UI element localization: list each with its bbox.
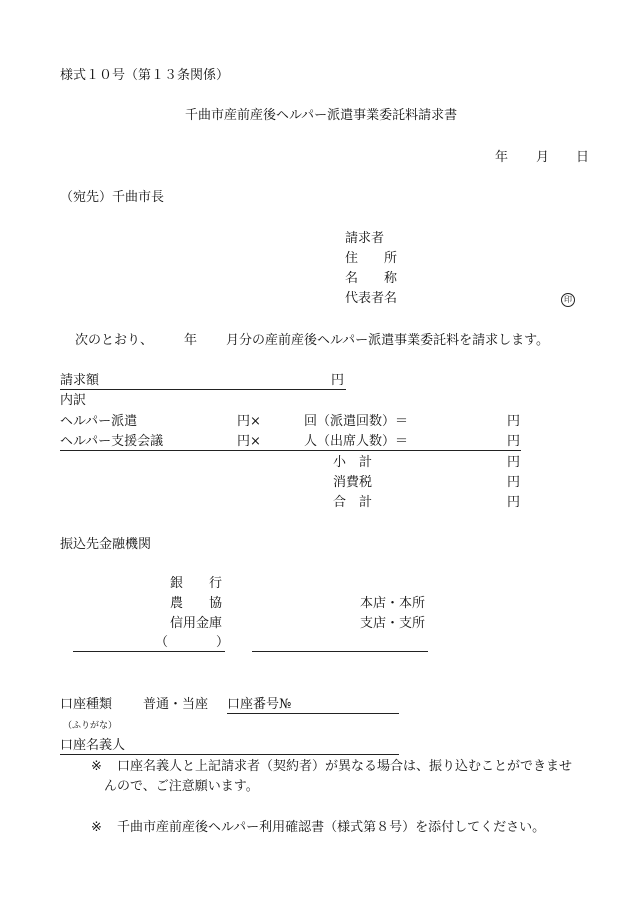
helper-dispatch-unit: 円× [237,414,261,429]
bank-name-underline [73,651,225,652]
account-number-underline [227,713,399,714]
helper-dispatch-label: ヘルパー派遣 [60,414,138,429]
bank-heading: 振込先金融機関 [60,537,152,552]
bank-paren-open: （ [155,635,169,650]
furigana-label: （ふりがな） [63,721,118,731]
representative-label: 代表者名 [345,291,398,306]
name-label: 名 称 [345,271,398,286]
note-2-line-1: 千曲市産前産後ヘルパー利用確認書（様式第８号）を添付してください。 [117,820,546,835]
helper-dispatch-total-unit: 円 [507,414,521,429]
subtotal-unit: 円 [507,455,521,470]
tax-label: 消費税 [333,475,373,490]
document-title: 千曲市産前産後ヘルパー派遣事業委託料請求書 [185,108,458,123]
statement-year: 年 [184,333,198,348]
address-label: 住 所 [345,251,398,266]
account-number-label: 口座番号№ [227,697,292,712]
total-label: 合 計 [333,495,373,510]
support-meeting-total-unit: 円 [507,434,521,449]
note-1-line-1: 口座名義人と上記請求者（契約者）が異なる場合は、振り込むことができませ [117,759,573,774]
support-meeting-unit: 円× [237,434,261,449]
claimant-heading: 請求者 [345,231,385,246]
date-year-label: 年 [495,150,509,165]
support-meeting-count: 人（出席人数）＝ [304,434,409,449]
statement-prefix: 次のとおり、 [75,333,154,348]
account-type-label: 口座種類 [60,697,113,712]
date-month-label: 月 [536,150,550,165]
note-1-mark: ※ [91,759,102,774]
claim-amount-label: 請求額 [60,373,100,388]
branch-type-main: 本店・本所 [360,596,426,611]
branch-name-underline [252,651,428,652]
account-type-options: 普通・当座 [143,697,209,712]
tax-unit: 円 [507,475,521,490]
note-1-line-2: んので、ご注意願います。 [104,779,259,794]
bank-paren-close: ） [216,635,230,650]
note-2-mark: ※ [91,820,102,835]
breakdown-underline [60,450,521,451]
claim-amount-unit: 円 [331,373,345,388]
helper-dispatch-count: 回（派遣回数）＝ [304,414,409,429]
subtotal-label: 小 計 [333,455,373,470]
addressee: （宛先）千曲市長 [60,190,165,205]
bank-type-nokyo: 農 協 [170,596,223,611]
seal-mark: 印 [561,293,575,307]
breakdown-label: 内訳 [60,393,87,408]
branch-type-branch: 支店・支所 [360,616,426,631]
total-unit: 円 [507,495,521,510]
claim-amount-underline [60,389,346,390]
bank-type-bank: 銀 行 [170,576,223,591]
statement-text: 月分の産前産後ヘルパー派遣事業委託料を請求します。 [226,333,550,348]
form-number: 様式１０号（第１３条関係） [60,68,230,83]
support-meeting-label: ヘルパー支援会議 [60,434,164,449]
date-day-label: 日 [576,150,590,165]
bank-type-shinkin: 信用金庫 [170,616,223,631]
account-holder-label: 口座名義人 [60,738,126,753]
account-holder-underline [60,754,399,755]
